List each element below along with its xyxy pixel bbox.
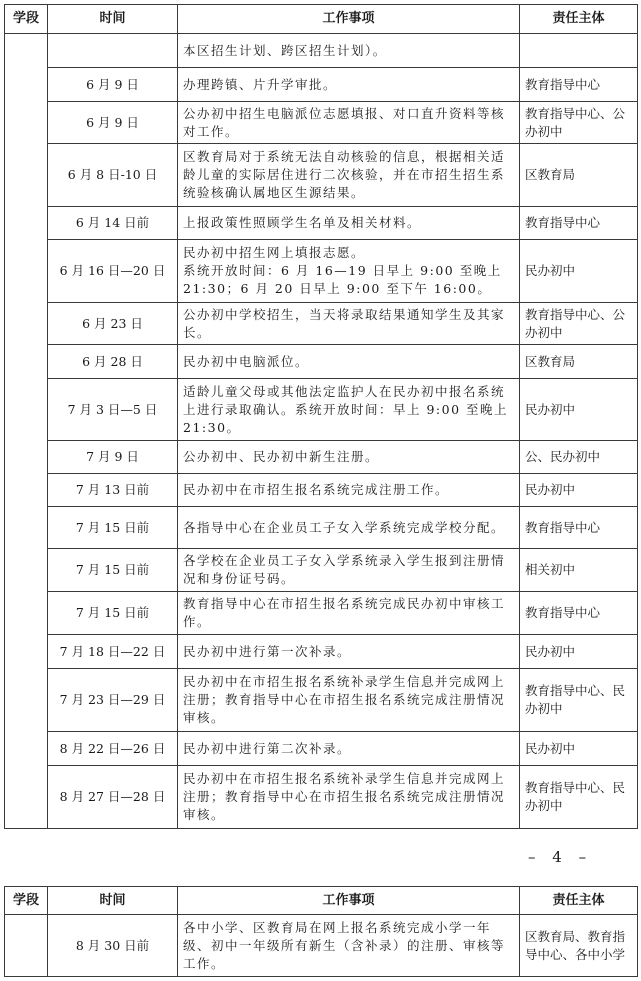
- owner-cell: 教育指导中心、公办初中: [520, 102, 638, 144]
- table-row: [5, 635, 638, 669]
- owner-cell: 区教育局: [520, 144, 638, 207]
- task-cell: 民办初中进行第二次补录。: [178, 732, 520, 766]
- table-header-row: [5, 887, 638, 915]
- task-cell: 区教育局对于系统无法自动核验的信息，根据相关适龄儿童的实际居住进行二次核验，并在市招生招生系统验核确认属地区生源结果。: [178, 144, 520, 207]
- owner-cell: 教育指导中心、民办初中: [520, 766, 638, 829]
- time-cell: 6 月 9 日: [48, 102, 178, 144]
- table-row: [5, 766, 638, 829]
- time-cell: 8 月 30 日前: [48, 915, 178, 977]
- table-row: [5, 207, 638, 240]
- time-cell: 6 月 14 日前: [48, 207, 178, 240]
- owner-cell: 教育指导中心: [520, 507, 638, 549]
- time-cell: 6 月 8 日-10 日: [48, 144, 178, 207]
- table-row: [5, 102, 638, 144]
- table-row: [5, 915, 638, 977]
- table-row: [5, 732, 638, 766]
- table-row: [5, 441, 638, 474]
- task-cell: [178, 240, 520, 303]
- time-cell: 6 月 23 日: [48, 303, 178, 345]
- owner-cell: 相关初中: [520, 549, 638, 592]
- task-cell: 办理跨镇、片升学审批。: [178, 68, 520, 102]
- time-cell: 7 月 15 日前: [48, 507, 178, 549]
- task-cell: 民办初中进行第一次补录。: [178, 635, 520, 669]
- owner-cell: 民办初中: [520, 732, 638, 766]
- time-cell: 8 月 22 日—26 日: [48, 732, 178, 766]
- table-row: [5, 144, 638, 207]
- table-row: [5, 507, 638, 549]
- task-cell: 各学校在企业员工子女入学系统录入学生报到注册情况和身份证号码。: [178, 549, 520, 592]
- task-cell: 公办初中招生电脑派位志愿填报、对口直升资料等核对工作。: [178, 102, 520, 144]
- owner-cell: 公、民办初中: [520, 441, 638, 474]
- stage-cell: [5, 34, 48, 829]
- task-cell: 本区招生计划、跨区招生计划）。: [178, 34, 520, 68]
- table-row: [5, 669, 638, 732]
- time-cell: 7 月 23 日—29 日: [48, 669, 178, 732]
- owner-cell: 教育指导中心: [520, 68, 638, 102]
- task-cell: 民办初中在市招生报名系统补录学生信息并完成网上注册；教育指导中心在市招生报名系统完成注册情况审核。: [178, 766, 520, 829]
- table-row: [5, 240, 638, 303]
- header-time: 时间: [48, 887, 178, 915]
- owner-cell: [520, 34, 638, 68]
- time-cell: 7 月 9 日: [48, 441, 178, 474]
- owner-cell: 教育指导中心: [520, 592, 638, 635]
- time-cell: 7 月 15 日前: [48, 592, 178, 635]
- time-cell: 7 月 3 日—5 日: [48, 379, 178, 441]
- header-task: 工作事项: [178, 887, 520, 915]
- owner-cell: 区教育局: [520, 345, 638, 379]
- table-row: [5, 474, 638, 507]
- time-cell: 6 月 28 日: [48, 345, 178, 379]
- header-owner: 责任主体: [520, 887, 638, 915]
- schedule-table: [4, 4, 638, 829]
- stage-cell: [5, 915, 48, 977]
- owner-cell: 民办初中: [520, 474, 638, 507]
- task-cell: 各指导中心在企业员工子女入学系统完成学校分配。: [178, 507, 520, 549]
- time-cell: 6 月 9 日: [48, 68, 178, 102]
- table-row: [5, 549, 638, 592]
- table-row: [5, 345, 638, 379]
- owner-cell: 教育指导中心、民办初中: [520, 669, 638, 732]
- task-cell: 民办初中在市招生报名系统完成注册工作。: [178, 474, 520, 507]
- task-line: 系统开放时间：6 月 16—19 日早上 9:00 至晚上 21:30；6 月 20 日早上 9:00 至下午 16:00。: [183, 263, 502, 296]
- time-cell: 7 月 18 日—22 日: [48, 635, 178, 669]
- owner-cell: 教育指导中心: [520, 207, 638, 240]
- owner-cell: 民办初中: [520, 379, 638, 441]
- task-cell: 民办初中在市招生报名系统补录学生信息并完成网上注册；教育指导中心在市招生报名系统完成注册情况审核。: [178, 669, 520, 732]
- table-row: [5, 592, 638, 635]
- header-time: 时间: [48, 5, 178, 34]
- task-cell: 适龄儿童父母或其他法定监护人在民办初中报名系统上进行录取确认。系统开放时间：早上 9:00 至晚上 21:30。: [178, 379, 520, 441]
- header-stage: 学段: [5, 887, 48, 915]
- owner-cell: 民办初中: [520, 635, 638, 669]
- schedule-table-continued: [4, 886, 638, 977]
- owner-cell: 教育指导中心、公办初中: [520, 303, 638, 345]
- table-row: [5, 379, 638, 441]
- task-line: 民办初中招生网上填报志愿。: [183, 245, 366, 260]
- time-cell: [48, 34, 178, 68]
- task-cell: 教育指导中心在市招生报名系统完成民办初中审核工作。: [178, 592, 520, 635]
- task-cell: 民办初中电脑派位。: [178, 345, 520, 379]
- table-row: [5, 303, 638, 345]
- task-cell: 上报政策性照顾学生名单及相关材料。: [178, 207, 520, 240]
- time-cell: 7 月 15 日前: [48, 549, 178, 592]
- table-row: [5, 34, 638, 68]
- table-row: [5, 68, 638, 102]
- task-cell: 公办初中、民办初中新生注册。: [178, 441, 520, 474]
- task-cell: 公办初中学校招生，当天将录取结果通知学生及其家长。: [178, 303, 520, 345]
- page-number: – 4 –: [528, 848, 593, 866]
- owner-cell: 民办初中: [520, 240, 638, 303]
- owner-cell: 区教育局、教育指导中心、各中小学: [520, 915, 638, 977]
- time-cell: 6 月 16 日—20 日: [48, 240, 178, 303]
- header-task: 工作事项: [178, 5, 520, 34]
- table-header-row: [5, 5, 638, 34]
- header-stage: 学段: [5, 5, 48, 34]
- time-cell: 8 月 27 日—28 日: [48, 766, 178, 829]
- time-cell: 7 月 13 日前: [48, 474, 178, 507]
- task-cell: 各中小学、区教育局在网上报名系统完成小学一年级、初中一年级所有新生（含补录）的注册、审核等工作。: [178, 915, 520, 977]
- header-owner: 责任主体: [520, 5, 638, 34]
